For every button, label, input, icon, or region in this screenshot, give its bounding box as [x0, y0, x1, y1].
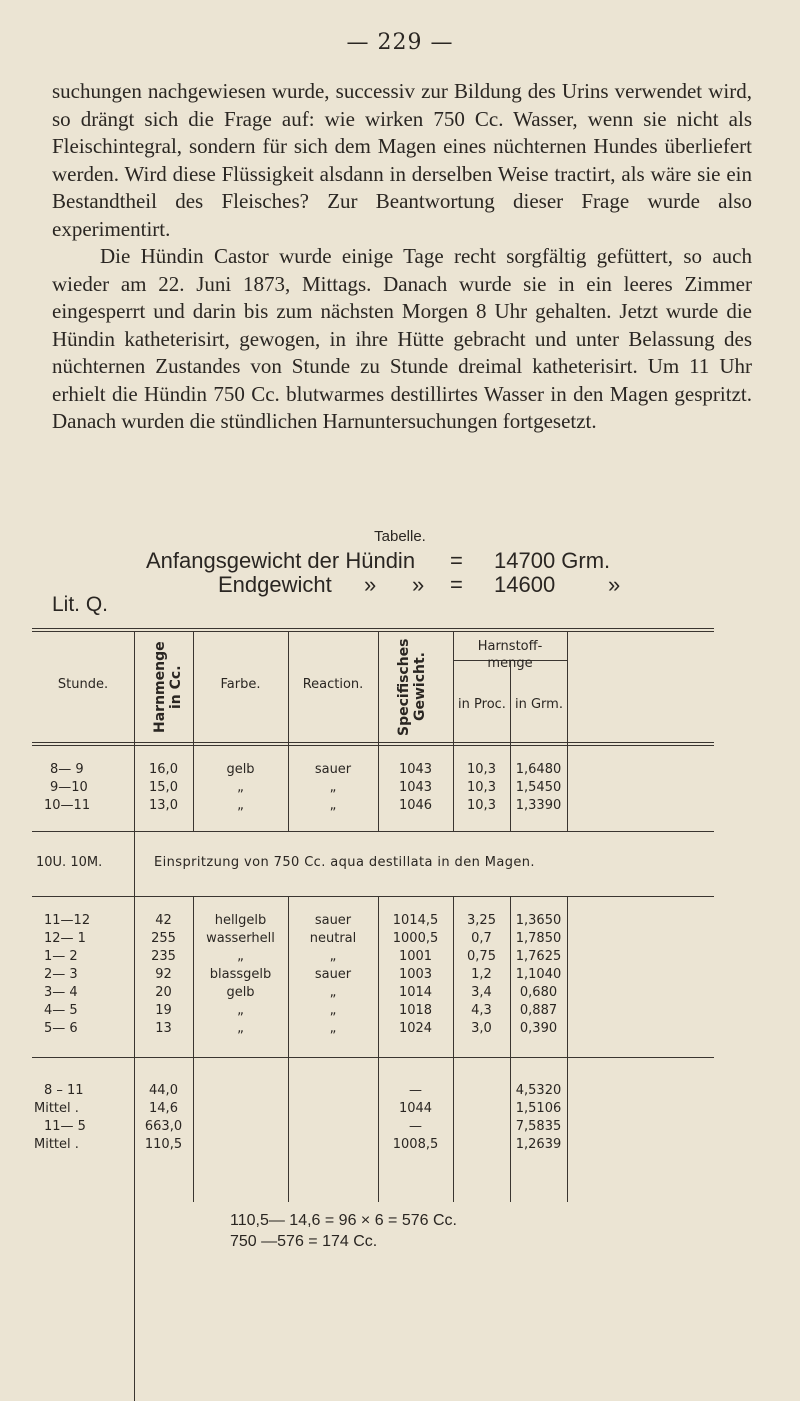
cell-menge: 42 — [155, 913, 172, 928]
calculation-line-2: 750 —576 = 174 Cc. — [230, 1233, 378, 1250]
cell-gewicht: 1014,5 — [392, 913, 439, 928]
cell-grm: 1,6480 — [515, 762, 562, 777]
cell-proc: 4,3 — [471, 1003, 492, 1018]
summary-grm: 7,5835 — [515, 1119, 562, 1134]
cell-stunde: 2— 3 — [44, 967, 78, 982]
cell-stunde: 1— 2 — [44, 949, 78, 964]
end-weight-eq: = — [450, 572, 463, 597]
table-rule — [32, 628, 714, 629]
cell-farbe: „ — [237, 798, 244, 813]
cell-menge: 15,0 — [149, 780, 178, 795]
cell-menge: 13,0 — [149, 798, 178, 813]
injection-note: Einspritzung von 750 Cc. aqua destillata in den Magen. — [154, 855, 535, 870]
cell-proc: 1,2 — [471, 967, 492, 982]
cell-menge: 20 — [155, 985, 172, 1000]
cell-stunde: 5— 6 — [44, 1021, 78, 1036]
header-stunde: Stunde. — [57, 677, 109, 692]
cell-proc: 3,0 — [471, 1021, 492, 1036]
cell-stunde: 12— 1 — [44, 931, 86, 946]
cell-grm: 1,5450 — [515, 780, 562, 795]
cell-reaction: „ — [329, 949, 337, 964]
start-weight-label: Anfangsgewicht der Hündin — [146, 548, 416, 573]
cell-gewicht: 1046 — [398, 798, 433, 813]
cell-gewicht: 1024 — [398, 1021, 433, 1036]
cell-grm: 1,3650 — [515, 913, 562, 928]
cell-reaction: „ — [329, 985, 337, 1000]
paragraph-1: suchungen nachgewiesen wurde, successiv zur Bildung des Urins verwendet wird, so drängt sich die Frage auf: wie wirken 750 Cc. Wasser, wenn sie nicht als Fleischintegral, sondern für sich dem Magen eines nüchternen Hundes überliefert werden. Wird diese Flüssigkeit alsdann in derselben Weise tractirt, als wäre sie ein Bestandtheil des Fleisches? Zur Beantwortung dieser Frage wurde also experimentirt. — [52, 79, 752, 241]
header-harnmenge: Harnmenge in Cc. — [152, 641, 184, 733]
cell-farbe: wasserhell — [206, 931, 275, 946]
cell-menge: 19 — [155, 1003, 172, 1018]
page-number: — 229 — — [346, 30, 454, 55]
cell-gewicht: 1014 — [398, 985, 433, 1000]
cell-reaction: sauer — [314, 913, 352, 928]
cell-reaction: „ — [329, 1003, 337, 1018]
cell-proc: 10,3 — [467, 762, 496, 777]
summary-menge: 110,5 — [144, 1137, 183, 1152]
cell-gewicht: 1018 — [398, 1003, 433, 1018]
summary-grm: 1,5106 — [515, 1101, 562, 1116]
cell-grm: 0,390 — [519, 1021, 558, 1036]
cell-proc: 3,25 — [467, 913, 496, 928]
cell-grm: 1,3390 — [515, 798, 562, 813]
start-weight-value: 14700 Grm. — [494, 548, 611, 573]
start-weight-eq: = — [450, 548, 463, 573]
table-column-rule — [567, 631, 568, 831]
end-weight-ditto: » — [412, 572, 425, 597]
cell-grm: 1,7625 — [515, 949, 562, 964]
injection-time: 10U. 10M. — [36, 855, 103, 870]
summary-stunde: Mittel . — [34, 1101, 79, 1116]
cell-farbe: blassgelb — [209, 967, 272, 982]
cell-proc: 3,4 — [471, 985, 492, 1000]
end-weight-unit: » — [608, 572, 621, 597]
cell-stunde: 3— 4 — [44, 985, 78, 1000]
summary-gewicht: 1008,5 — [392, 1137, 439, 1152]
cell-stunde: 9—10 — [50, 780, 88, 795]
cell-menge: 16,0 — [149, 762, 178, 777]
summary-stunde: 8 – 11 — [44, 1083, 84, 1098]
cell-stunde: 4— 5 — [44, 1003, 78, 1018]
cell-reaction: „ — [329, 1021, 337, 1036]
cell-reaction: sauer — [314, 967, 352, 982]
cell-grm: 0,887 — [519, 1003, 558, 1018]
body-text — [52, 78, 752, 436]
summary-gewicht: 1044 — [398, 1101, 433, 1116]
summary-stunde: Mittel . — [34, 1137, 79, 1152]
summary-menge: 14,6 — [149, 1101, 178, 1116]
cell-grm: 1,7850 — [515, 931, 562, 946]
end-weight-line — [0, 572, 800, 600]
cell-farbe: „ — [237, 1003, 244, 1018]
cell-farbe: „ — [237, 949, 244, 964]
summary-stunde: 11— 5 — [44, 1119, 86, 1134]
cell-reaction: sauer — [314, 762, 352, 777]
table-column-rule — [567, 896, 568, 1202]
summary-grm: 1,2639 — [515, 1137, 562, 1152]
header-reaction: Reaction. — [302, 677, 364, 692]
cell-gewicht: 1001 — [398, 949, 433, 964]
cell-farbe: gelb — [226, 762, 255, 777]
cell-menge: 92 — [155, 967, 172, 982]
cell-reaction: neutral — [309, 931, 357, 946]
header-farbe: Farbe. — [220, 677, 261, 692]
cell-gewicht: 1000,5 — [392, 931, 439, 946]
end-weight-ditto: » — [364, 572, 377, 597]
table-title: Tabelle. — [374, 528, 426, 545]
cell-proc: 10,3 — [467, 780, 496, 795]
lit-reference: Lit. Q. — [52, 593, 109, 616]
cell-gewicht: 1043 — [398, 762, 433, 777]
cell-gewicht: 1003 — [398, 967, 433, 982]
cell-proc: 10,3 — [467, 798, 496, 813]
cell-menge: 13 — [155, 1021, 172, 1036]
summary-gewicht: — — [409, 1119, 422, 1134]
header-harnstoff: Harnstoff-menge — [477, 639, 543, 671]
cell-stunde: 8— 9 — [50, 762, 84, 777]
cell-grm: 0,680 — [519, 985, 558, 1000]
header-proc: in Proc. — [458, 697, 506, 712]
cell-stunde: 10—11 — [44, 798, 91, 813]
cell-menge: 235 — [151, 949, 176, 964]
header-grm: in Grm. — [515, 697, 563, 712]
cell-stunde: 11—12 — [44, 913, 91, 928]
header-specifisches-gewicht: Specifisches Gewicht. — [396, 638, 428, 736]
cell-reaction: „ — [329, 798, 337, 813]
cell-reaction: „ — [329, 780, 337, 795]
cell-proc: 0,75 — [467, 949, 496, 964]
cell-menge: 255 — [151, 931, 176, 946]
paragraph-2: Die Hündin Castor wurde einige Tage recht sorgfältig gefüttert, so auch wieder am 22. Juni 1873, Mittags. Danach wurde sie in ein leeres Zimmer eingesperrt und darin bis zum nächsten Morgen 8 Uhr gehalten. Jetzt wurde die Hündin katheterisirt, gewogen, in ihre Hütte gebracht und unter Belassung des nüchternen Zustandes von Stunde zu Stunde dreimal katheterisirt. Um 11 Uhr erhielt die Hündin 750 Cc. blutwarmes destillirtes Wasser in den Magen gespritzt. Danach wurden die stündlichen Harnuntersuchungen fortgesetzt. — [52, 244, 752, 433]
calculation-line-1: 110,5— 14,6 = 96 × 6 = 576 Cc. — [230, 1212, 457, 1229]
summary-grm: 4,5320 — [515, 1083, 562, 1098]
summary-menge: 44,0 — [149, 1083, 178, 1098]
cell-farbe: gelb — [226, 985, 255, 1000]
cell-grm: 1,1040 — [515, 967, 562, 982]
end-weight-value: 14600 — [494, 572, 556, 597]
summary-gewicht: — — [409, 1083, 422, 1098]
cell-farbe: „ — [237, 1021, 244, 1036]
cell-farbe: hellgelb — [214, 913, 267, 928]
cell-proc: 0,7 — [471, 931, 492, 946]
cell-farbe: „ — [237, 780, 244, 795]
end-weight-label: Endgewicht — [218, 572, 332, 597]
summary-menge: 663,0 — [144, 1119, 183, 1134]
cell-gewicht: 1043 — [398, 780, 433, 795]
